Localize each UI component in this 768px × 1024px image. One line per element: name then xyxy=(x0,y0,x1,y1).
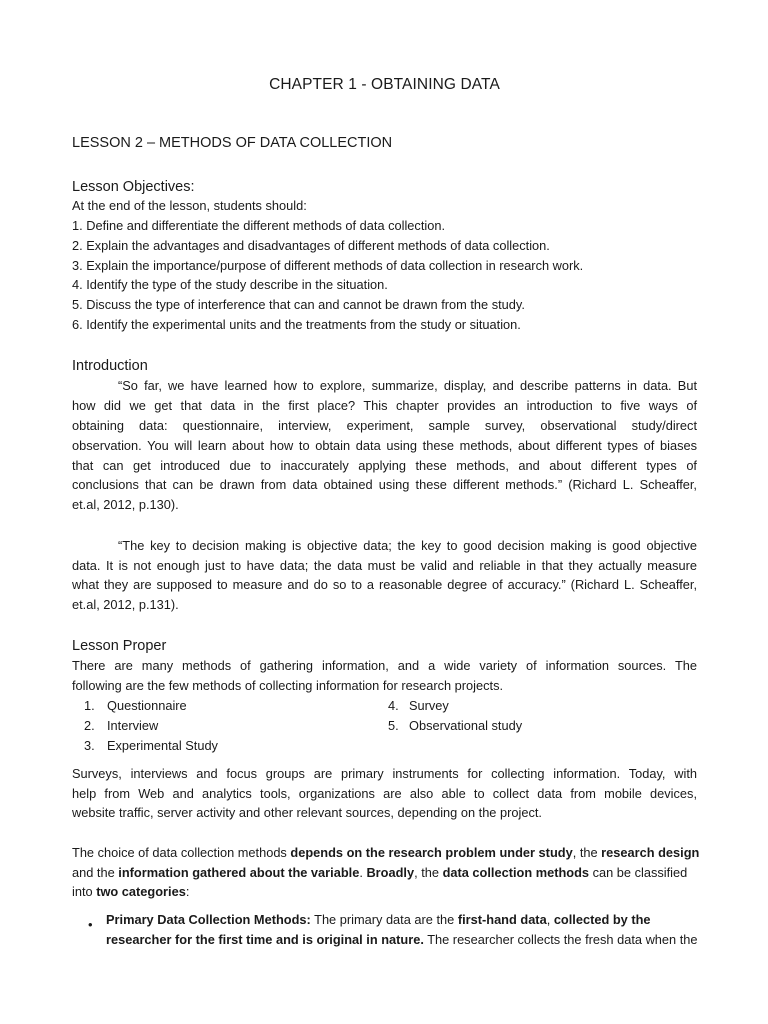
bullet-line-2: researcher for the first time and is original in nature. The researcher collects the fresh data when the xyxy=(106,932,698,947)
lesson-proper-heading: Lesson Proper xyxy=(72,638,167,654)
method-num: 1. xyxy=(84,698,95,713)
objective-item: 1. Define and differentiate the different methods of data collection. xyxy=(72,218,446,233)
objectives-heading: Lesson Objectives: xyxy=(72,179,195,195)
choice-line-2: and the information gathered about the variable. Broadly, the data collection methods can be classified xyxy=(72,865,688,880)
intro-para2-line: et.al, 2012, p.131). xyxy=(72,597,179,612)
intro-para1-line: obtaining data: questionnaire, interview, experiment, sample survey, observational study/direct xyxy=(72,418,697,433)
method-label: Survey xyxy=(409,698,449,713)
lesson-proper-line: website traffic, server activity and other relevant sources, depending on the project. xyxy=(72,805,542,820)
method-label: Observational study xyxy=(409,718,523,733)
intro-para1-line: “So far, we have learned how to explore, summarize, display, and describe patterns in data. But xyxy=(118,378,697,393)
bullet-icon: • xyxy=(88,917,93,932)
method-num: 5. xyxy=(388,718,399,733)
intro-para1-line: how did we get that data in the first place? This chapter provides an introduction to five ways of xyxy=(72,398,697,413)
objective-item: 4. Identify the type of the study describe in the situation. xyxy=(72,277,388,292)
objective-item: 5. Discuss the type of interference that can and cannot be drawn from the study. xyxy=(72,297,525,312)
method-label: Questionnaire xyxy=(107,698,187,713)
objective-item: 6. Identify the experimental units and the treatments from the study or situation. xyxy=(72,317,521,332)
intro-para2-line: what they are supposed to measure and do so to a reasonable degree of accuracy.” (Richard L. Scheaffer, xyxy=(72,577,697,592)
method-label: Experimental Study xyxy=(107,738,218,753)
objective-item: 3. Explain the importance/purpose of different methods of data collection in research work. xyxy=(72,258,584,273)
intro-para2-line: “The key to decision making is objective data; the key to good decision making is good objective xyxy=(118,538,697,553)
lesson-title: LESSON 2 – METHODS OF DATA COLLECTION xyxy=(72,135,393,151)
method-num: 4. xyxy=(388,698,399,713)
intro-para1-line: et.al, 2012, p.130). xyxy=(72,497,179,512)
objectives-intro: At the end of the lesson, students should: xyxy=(72,198,307,213)
intro-para1-line: conclusions that can be drawn from data obtained using these different methods.” (Richard L. Scheaffer, xyxy=(72,477,697,492)
intro-para1-line: observation. You will learn about how to obtain data using these methods, about different types of biases xyxy=(72,438,697,453)
method-num: 2. xyxy=(84,718,95,733)
bullet-line-1: Primary Data Collection Methods: The primary data are the first-hand data, collected by the xyxy=(106,912,651,927)
lesson-proper-line: help from Web and analytics tools, organizations are also able to collect data from mobile devices, xyxy=(72,786,697,801)
lesson-proper-line: Surveys, interviews and focus groups are primary instruments for collecting information. Today, with xyxy=(72,766,697,781)
method-num: 3. xyxy=(84,738,95,753)
intro-para1-line: that can get introduced due to inaccurately applying these methods, and about different types of xyxy=(72,458,697,473)
method-label: Interview xyxy=(107,718,159,733)
choice-line-3: into two categories: xyxy=(72,884,190,899)
choice-line-1: The choice of data collection methods depends on the research problem under study, the research design xyxy=(72,845,700,860)
objective-item: 2. Explain the advantages and disadvantages of different methods of data collection. xyxy=(72,238,550,253)
lesson-proper-line: There are many methods of gathering information, and a wide variety of information sources. The xyxy=(72,658,697,673)
chapter-title: CHAPTER 1 - OBTAINING DATA xyxy=(269,76,500,93)
introduction-heading: Introduction xyxy=(72,358,148,374)
lesson-proper-line: following are the few methods of collecting information for research projects. xyxy=(72,678,504,693)
intro-para2-line: data. It is not enough just to have data; the data must be valid and reliable in that they actually measure xyxy=(72,558,697,573)
